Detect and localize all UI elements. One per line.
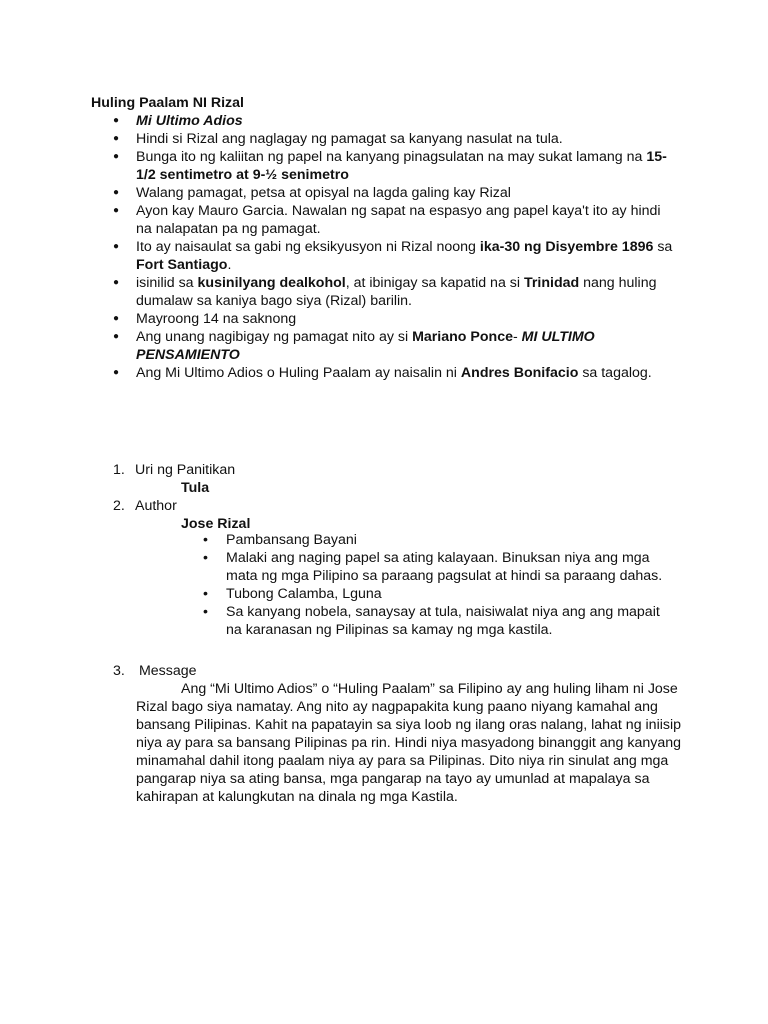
bullet-dot-icon: ● (113, 277, 120, 288)
bullet-text: Ito ay naisaulat sa gabi ng eksikyusyon ni Rizal noong (136, 239, 480, 255)
author-point-text: Tubong Calamba, Lguna (226, 586, 382, 602)
bullet-text: isinilid sa (136, 275, 198, 291)
bullet-item (0, 184, 768, 202)
bullet-dot-icon: ● (113, 187, 120, 198)
section-genre (113, 461, 235, 479)
bullet-item (0, 274, 768, 310)
bullet-text: . (227, 257, 232, 273)
bullet-item (0, 202, 768, 238)
bullet-text: sa tagalog. (578, 365, 652, 381)
bullet-text: Ang unang nagibigay ng pamagat nito ay si (136, 329, 413, 345)
bullet-dot-icon: • (203, 532, 208, 548)
bullet-text: sa (653, 239, 673, 255)
page-title: Huling Paalam NI Rizal (91, 95, 244, 111)
bullet-dot-icon: ● (113, 115, 120, 126)
bullet-dot-icon: ● (113, 151, 120, 162)
author-value: Jose Rizal (181, 516, 251, 532)
bullet-text: Fort Santiago (136, 257, 228, 273)
section-number: 2. (113, 498, 125, 514)
bullet-item (0, 238, 768, 274)
section-author (113, 497, 177, 515)
bullet-dot-icon: ● (113, 367, 120, 378)
bullet-item (0, 148, 768, 184)
bullet-item (0, 328, 768, 364)
section-number: 1. (113, 462, 125, 478)
bullet-text: Mayroong 14 na saknong (136, 311, 297, 327)
section-message (113, 662, 197, 680)
bullet-text: 15-1/2 sentimetro at 9-½ senimetro (136, 149, 667, 183)
author-point (0, 549, 768, 585)
section-label: Message (135, 663, 197, 679)
genre-value: Tula (181, 480, 210, 496)
author-point-text: Pambansang Bayani (226, 532, 357, 548)
bullet-dot-icon: • (203, 604, 208, 620)
bullet-text: Trinidad (523, 275, 580, 291)
bullet-item (0, 364, 768, 382)
section-number: 3. (113, 663, 125, 679)
bullet-item (0, 112, 768, 130)
bullet-text: Andres Bonifacio (460, 365, 579, 381)
bullet-text: , at ibinigay sa kapatid na si (345, 275, 524, 291)
author-points-list (0, 531, 768, 639)
bullet-text: Mi Ultimo Adios (136, 113, 243, 129)
bullet-text: Walang pamagat, petsa at opisyal na lagda galing kay Rizal (136, 185, 511, 201)
author-point-text: Sa kanyang nobela, sanaysay at tula, naisiwalat niya ang ang mapait na karanasan ng Pilipinas sa kamay ng mga kastila. (226, 604, 660, 638)
bullet-dot-icon: ● (113, 331, 120, 342)
author-point (0, 585, 768, 603)
bullet-text: MI ULTIMO PENSAMIENTO (136, 329, 595, 363)
bullet-text: Bunga ito ng kaliitan ng papel na kanyang pinagsulatan na may sukat lamang na (136, 149, 647, 165)
bullet-text: Mariano Ponce (412, 329, 513, 345)
message-paragraph: Ang “Mi Ultimo Adios” o “Huling Paalam” sa Filipino ay ang huling liham ni Jose Rizal bago siya namatay. Ang nito ay nagpapakita kung paano niyang kamahal ang bansang Pilipinas. Kahit na papatayin sa siya loob ng ilang oras nalang, lahat ng iniisip niya ay para sa bansang Pilipinas pa rin. Hindi niya masyadong binanggit ang kanyang minamahal dahil itong paalam niya ay para sa Pilipinas. Dito niya rin sinulat ang mga pangarap niya sa ating bansa, mga pangarap na tayo ay umunlad at mapalaya sa kahirapan at kalungkutan na dinala ng mga Kastila. (136, 681, 682, 805)
section-label: Author (135, 498, 177, 514)
bullet-text: kusinilyang dealkohol (197, 275, 346, 291)
bullet-dot-icon: ● (113, 133, 120, 144)
bullet-dot-icon: ● (113, 241, 120, 252)
bullet-dot-icon: • (203, 586, 208, 602)
bullet-dot-icon: ● (113, 205, 120, 216)
bullet-text: ika-30 ng Disyembre 1896 (479, 239, 654, 255)
author-point (0, 531, 768, 549)
bullet-item (0, 310, 768, 328)
bullet-item (0, 130, 768, 148)
bullet-text: Ang Mi Ultimo Adios o Huling Paalam ay naisalin ni (136, 365, 461, 381)
bullet-text: Hindi si Rizal ang naglagay ng pamagat sa kanyang nasulat na tula. (136, 131, 563, 147)
author-point-text: Malaki ang naging papel sa ating kalayaan. Binuksan niya ang mga mata ng mga Pilipino sa paraang pagsulat at hindi sa paraang dahas. (226, 550, 663, 584)
bullet-text: nang huling dumalaw sa kaniya bago siya (Rizal) barilin. (136, 275, 657, 309)
bullet-dot-icon: • (203, 550, 208, 566)
bullet-text: - (513, 329, 522, 345)
section-label: Uri ng Panitikan (135, 462, 236, 478)
author-point (0, 603, 768, 639)
fact-list (0, 112, 768, 382)
bullet-text: Ayon kay Mauro Garcia. Nawalan ng sapat na espasyo ang papel kaya't ito ay hindi na nalapatan pa ng pamagat. (136, 203, 661, 237)
bullet-dot-icon: ● (113, 313, 120, 324)
